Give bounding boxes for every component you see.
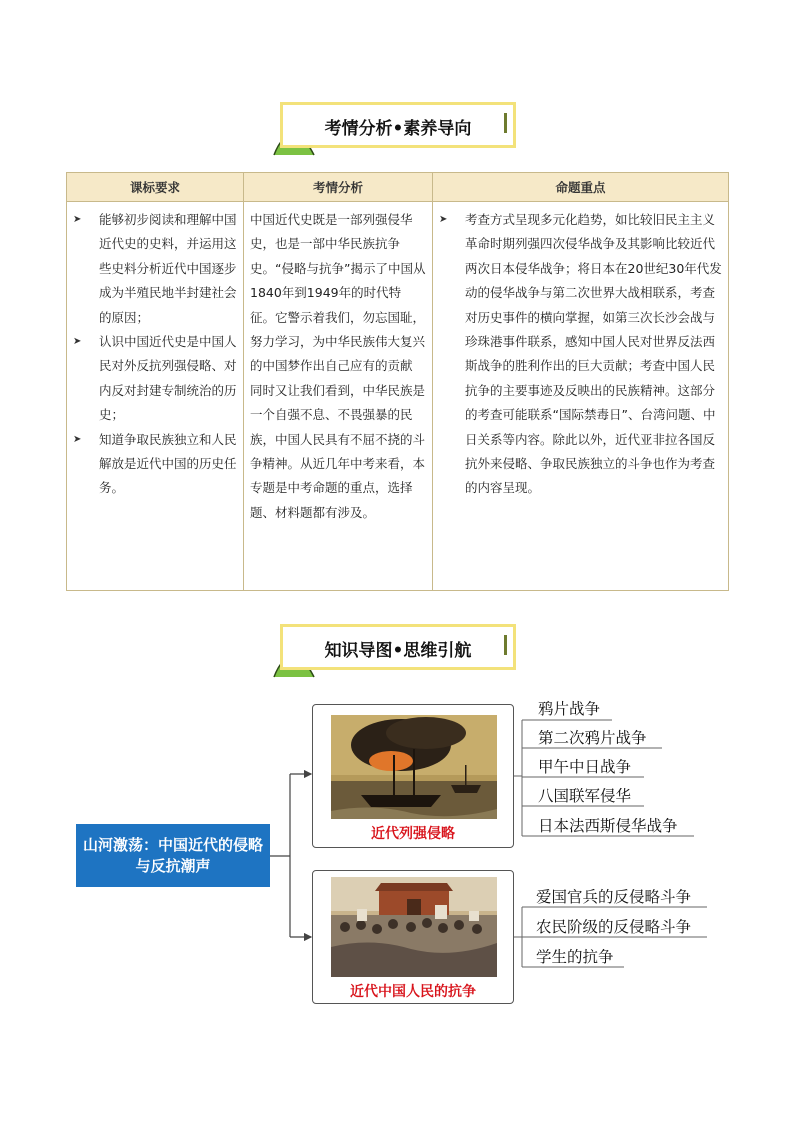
header-exam-analysis: 考情分析 bbox=[244, 173, 433, 202]
leaf-sino-japanese-war: 甲午中日战争 bbox=[538, 758, 632, 776]
bullet-arrow-icon: ➤ bbox=[73, 433, 82, 445]
leaf-second-opium-war: 第二次鸦片战争 bbox=[538, 729, 647, 747]
section-title: 考情分析•素养导向 bbox=[324, 119, 472, 139]
list-item: ➤ 考查方式呈现多元化趋势，如比较旧民主主义革命时期列强四次侵华战争及其影响比较近代两次日本侵华战争；将日本在20世纪30年代发动的侵华战争与第二次世界大战相联系，考查对历史事件的横向掌握，如第三次长沙会战与珍珠港事件联系，感知中国人民对世界反法西斯战争的胜利作出的巨大贡献；考查中国人民抗争的主要事迹及反映出的民族精神。这部分的考查可能联系“国际禁毒日”、台湾问题、中日关系等内容。除此以外，近代亚非拉各国反抗外来侵略、争取民族独立的斗争也作为考查的内容呈现。 bbox=[435, 208, 722, 501]
section-title: 知识导图•思维引航 bbox=[324, 641, 472, 661]
bullet-arrow-icon: ➤ bbox=[73, 214, 82, 225]
branch-node-resistance bbox=[312, 870, 514, 1004]
list-item: ➤ 认识中国近代史是中国人民对外反抗列强侵略、对内反对封建专制统治的历史； bbox=[69, 330, 237, 428]
protest-painting bbox=[331, 877, 497, 977]
leaf-peasant-struggle: 农民阶级的反侵略斗争 bbox=[536, 918, 692, 936]
header-question-focus: 命题重点 bbox=[433, 173, 729, 202]
branch-label: 近代列强侵略 bbox=[371, 826, 455, 842]
root-label: 山河激荡：中国近代的侵略与反抗潮声 bbox=[82, 835, 263, 875]
list-item: ➤ 能够初步阅读和理解中国近代史的史料，并运用这些史料分析近代中国逐步成为半殖民地半封建社会的原因； bbox=[69, 208, 237, 330]
mindmap-root-node bbox=[76, 824, 270, 887]
leaf-japanese-invasion: 日本法西斯侵华战争 bbox=[538, 817, 678, 835]
header-curriculum-requirements: 课标要求 bbox=[67, 173, 244, 202]
branch-label: 近代中国人民的抗争 bbox=[350, 984, 476, 1000]
leaf-patriotic-soldiers: 爱国官兵的反侵略斗争 bbox=[536, 888, 692, 906]
naval-battle-painting bbox=[331, 715, 497, 819]
list-item: ➤ 知道争取民族独立和人民解放是近代中国的历史任务。 bbox=[69, 428, 237, 501]
analysis-text: 中国近代史既是一部列强侵华史，也是一部中华民族抗争史。“侵略与抗争”揭示了中国从1840年到1949年的时代特征。它警示着我们，勿忘国耻，努力学习，为中华民族伟大复兴的中国梦作出自己应有的贡献 同时又让我们看到，中华民族是一个自强不息、不畏强暴的民族，中国人民具有不屈不挠的斗争精神。从近几年中考来看，本专题是中考命题的重点，选择题、材料题都有涉及。 bbox=[250, 212, 426, 520]
branch-node-invasion bbox=[312, 704, 514, 848]
leaf-student-protest: 学生的抗争 bbox=[536, 948, 614, 966]
leaf-eight-nation-alliance: 八国联军侵华 bbox=[538, 787, 632, 805]
leaf-opium-war: 鸦片战争 bbox=[538, 700, 601, 718]
bullet-arrow-icon: ➤ bbox=[73, 336, 82, 348]
bullet-arrow-icon: ➤ bbox=[439, 214, 448, 225]
